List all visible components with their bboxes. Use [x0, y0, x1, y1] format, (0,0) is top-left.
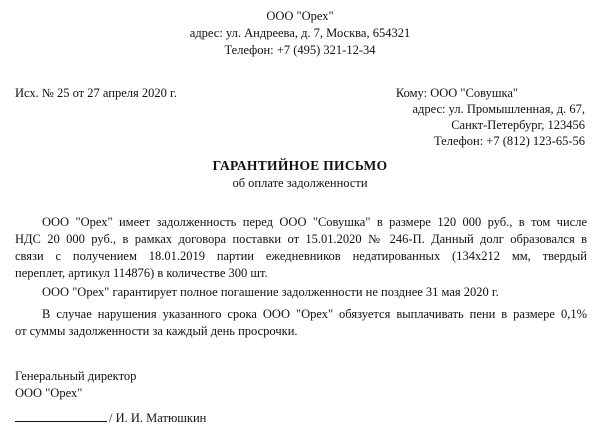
- recipient-to: Кому: ООО "Совушка": [395, 86, 518, 100]
- body-paragraph3-line1: В случае нарушения указанного срока ООО "Орех" обязуется выплачивать пени в размере 0,1%: [42, 307, 587, 321]
- body-paragraph1-line4: переплет, артикул 114876) в количестве 300 шт.: [15, 266, 268, 280]
- outgoing-reference: Исх. № 25 от 27 апреля 2020 г.: [15, 86, 177, 100]
- signatory-name: / И. И. Матюшкин: [109, 411, 207, 425]
- body-paragraph1-line3: связи с получением 18.01.2019 партии ежедневников недатированных (134х212 мм, твердый: [15, 249, 587, 263]
- body-paragraph1-line2: НДС 20 000 руб., в рамках договора поставки от 15.01.2020 № 246-П. Данный долг образовался в: [15, 232, 587, 246]
- signature-line: [15, 409, 107, 422]
- recipient-phone: Телефон: +7 (812) 123-65-56: [434, 134, 585, 148]
- sender-name: ООО "Орех": [266, 9, 334, 23]
- document-title: ГАРАНТИЙНОЕ ПИСЬМО: [212, 158, 388, 173]
- body-paragraph3-line2: от суммы задолженности за каждый день просрочки.: [15, 324, 298, 338]
- sender-address: адрес: ул. Андреева, д. 7, Москва, 654321: [189, 26, 411, 40]
- body-paragraph2: ООО "Орех" гарантирует полное погашение задолженности не позднее 31 мая 2020 г.: [42, 285, 499, 299]
- signatory-position: Генеральный директор: [15, 369, 137, 383]
- recipient-address-line1: адрес: ул. Промышленная, д. 67,: [412, 102, 585, 116]
- recipient-address-line2: Санкт-Петербург, 123456: [451, 118, 585, 132]
- document-subtitle: об оплате задолженности: [232, 176, 368, 190]
- sender-phone: Телефон: +7 (495) 321-12-34: [224, 43, 376, 57]
- signatory-company: ООО "Орех": [15, 386, 83, 400]
- signature-row: [15, 409, 206, 426]
- body-paragraph1-line1: ООО "Орех" имеет задолженность перед ООО "Совушка" в размере 120 000 руб., в том числе: [42, 215, 587, 229]
